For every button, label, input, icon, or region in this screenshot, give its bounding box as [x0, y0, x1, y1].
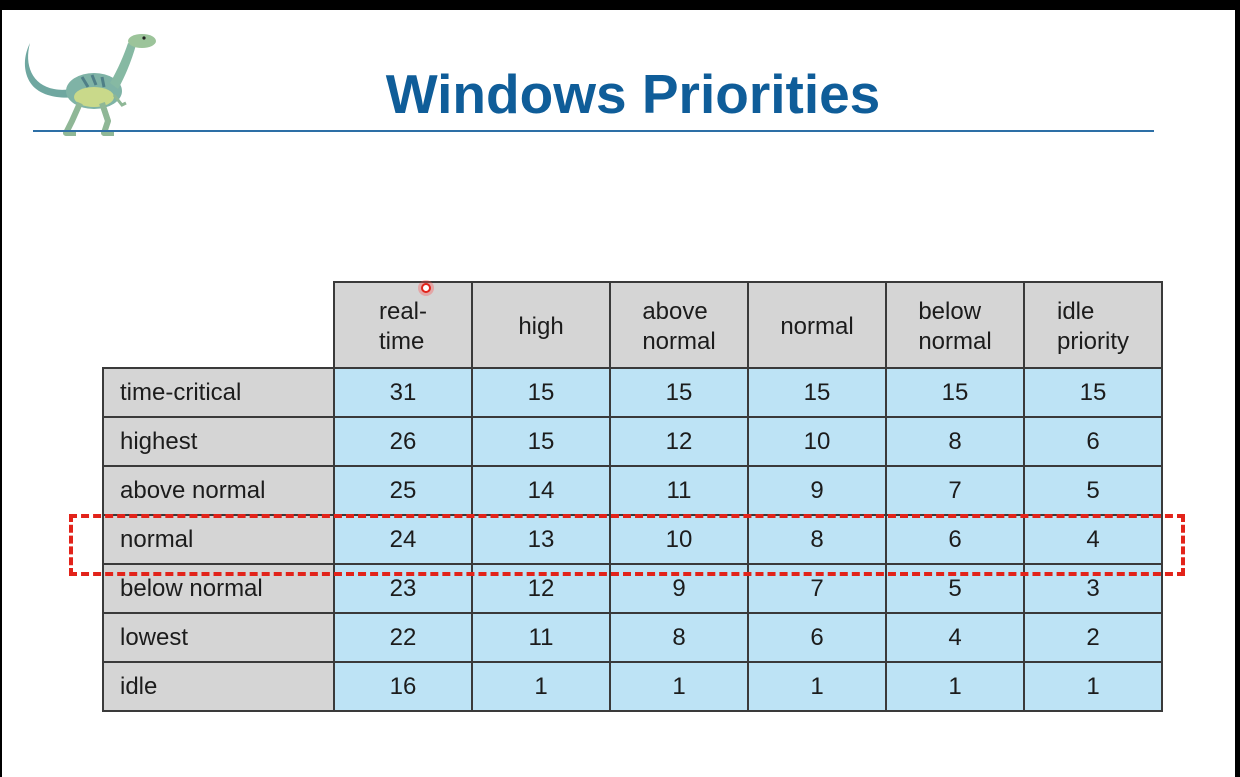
column-header: [610, 282, 748, 368]
table-corner: [103, 282, 334, 368]
priority-value-cell: 1: [886, 662, 1024, 711]
priority-value-cell: 7: [886, 466, 1024, 515]
column-header: [748, 282, 886, 368]
priority-value-cell: 11: [610, 466, 748, 515]
table-header-row: [103, 282, 1162, 368]
priority-value-cell: 23: [334, 564, 472, 613]
priority-value-cell: 1: [1024, 662, 1162, 711]
priority-value-cell: 1: [748, 662, 886, 711]
column-header-line: normal: [642, 328, 716, 355]
priority-value-cell: 16: [334, 662, 472, 711]
column-header-line: real-: [378, 298, 427, 325]
priority-value-cell: 1: [472, 662, 610, 711]
priority-value-cell: 8: [610, 613, 748, 662]
priority-value-cell: 15: [748, 368, 886, 417]
priority-value-cell: 11: [472, 613, 610, 662]
priority-value-cell: 15: [472, 368, 610, 417]
cursor-pointer-icon: [418, 280, 434, 296]
priority-value-cell: 8: [748, 515, 886, 564]
column-header-line: normal: [918, 328, 992, 355]
row-label: idle: [103, 662, 334, 711]
priority-value-cell: 2: [1024, 613, 1162, 662]
column-header-line: priority: [1056, 328, 1129, 355]
page-title: Windows Priorities: [385, 63, 881, 125]
priority-value-cell: 9: [610, 564, 748, 613]
priority-value-cell: 12: [610, 417, 748, 466]
priority-value-cell: 15: [886, 368, 1024, 417]
column-header-label: [780, 312, 853, 342]
priority-value-cell: 6: [886, 515, 1024, 564]
priority-value-cell: 31: [334, 368, 472, 417]
priority-value-cell: 3: [1024, 564, 1162, 613]
table-row: [103, 662, 1162, 711]
priority-value-cell: 5: [886, 564, 1024, 613]
priority-value-cell: 12: [472, 564, 610, 613]
column-header-line: time: [378, 328, 425, 355]
priority-value-cell: 7: [748, 564, 886, 613]
priority-value-cell: 15: [1024, 368, 1162, 417]
priority-value-cell: 9: [748, 466, 886, 515]
priority-value-cell: 6: [1024, 417, 1162, 466]
priority-value-cell: 15: [610, 368, 748, 417]
row-label: below normal: [103, 564, 334, 613]
normal-row-highlight: [69, 514, 1185, 576]
column-header: [472, 282, 610, 368]
table-row: [103, 466, 1162, 515]
column-header: [886, 282, 1024, 368]
priority-table: [102, 281, 1163, 712]
priority-value-cell: 6: [748, 613, 886, 662]
priority-value-cell: 14: [472, 466, 610, 515]
row-label: normal: [103, 515, 334, 564]
title-divider: [33, 130, 1154, 132]
priority-value-cell: 8: [886, 417, 1024, 466]
column-header-line: high: [518, 313, 564, 340]
row-label: lowest: [103, 613, 334, 662]
priority-value-cell: 25: [334, 466, 472, 515]
priority-value-cell: 4: [886, 613, 1024, 662]
column-header: [334, 282, 472, 368]
priority-value-cell: 10: [610, 515, 748, 564]
table-row: [103, 417, 1162, 466]
priority-value-cell: 5: [1024, 466, 1162, 515]
priority-value-cell: 24: [334, 515, 472, 564]
column-header-line: normal: [780, 313, 854, 340]
priority-value-cell: 13: [472, 515, 610, 564]
priority-value-cell: 22: [334, 613, 472, 662]
column-header-label: [642, 297, 715, 357]
column-header-line: above: [642, 298, 708, 325]
column-header-line: idle: [1056, 298, 1095, 325]
column-header-label: [918, 297, 991, 357]
column-header-label: [518, 312, 563, 342]
table-row: [103, 613, 1162, 662]
priority-value-cell: 15: [472, 417, 610, 466]
row-label: time-critical: [103, 368, 334, 417]
row-label: highest: [103, 417, 334, 466]
column-header-label: [1057, 297, 1129, 357]
table-row: [103, 368, 1162, 417]
priority-value-cell: 26: [334, 417, 472, 466]
column-header-label: [379, 297, 427, 357]
priority-value-cell: 10: [748, 417, 886, 466]
priority-value-cell: 1: [610, 662, 748, 711]
column-header: [1024, 282, 1162, 368]
row-label: above normal: [103, 466, 334, 515]
priority-value-cell: 4: [1024, 515, 1162, 564]
column-header-line: below: [918, 298, 982, 325]
